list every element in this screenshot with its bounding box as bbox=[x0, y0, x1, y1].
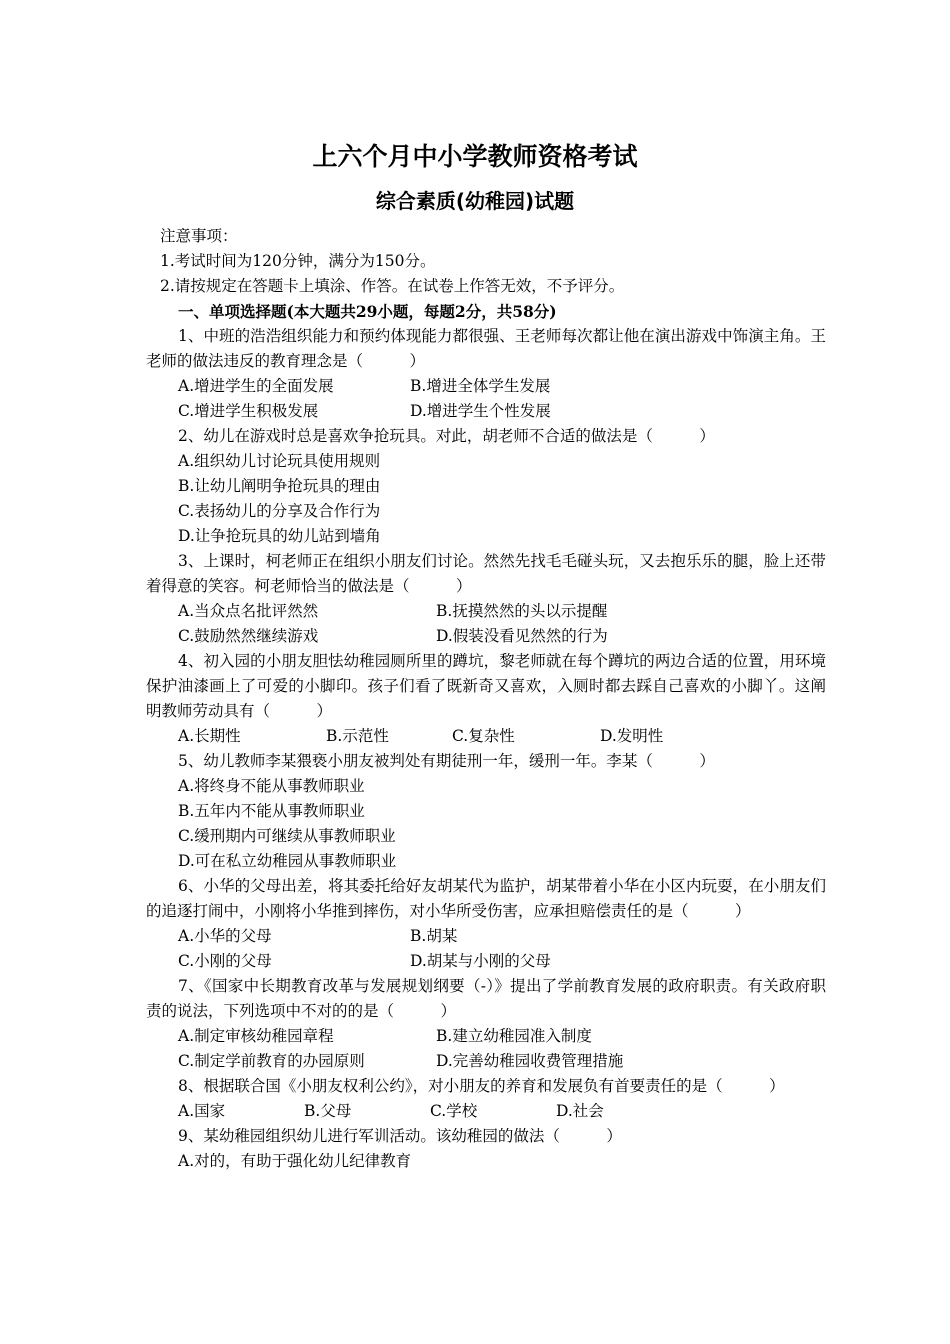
option-row bbox=[146, 924, 826, 949]
option: B.抚摸然然的头以示提醒 bbox=[436, 602, 608, 620]
option: A.组织幼儿讨论玩具使用规则 bbox=[178, 452, 381, 470]
option: D.可在私立幼稚园从事教师职业 bbox=[178, 852, 397, 870]
option: D.假装没看见然然的行为 bbox=[436, 627, 608, 645]
option: B.让幼儿阐明争抢玩具的理由 bbox=[178, 477, 381, 495]
option: B.增进全体学生发展 bbox=[410, 377, 551, 395]
option: C.增进学生积极发展 bbox=[178, 402, 319, 420]
option-row bbox=[146, 374, 826, 399]
option-row bbox=[146, 1049, 826, 1074]
section-heading: 一、单项选择题(本大题共29小题，每题2分，共58分) bbox=[178, 302, 557, 321]
option: C.鼓励然然继续游戏 bbox=[178, 627, 319, 645]
question-stem: 3、上课时，柯老师正在组织小朋友们讨论。然然先找毛毛碰头玩，又去抱乐乐的腿，脸上还带着得意的笑容。柯老师恰当的做法是（ ） bbox=[146, 552, 826, 595]
option: B.五年内不能从事教师职业 bbox=[178, 802, 365, 820]
option: D.社会 bbox=[556, 1102, 604, 1120]
option: B.胡某 bbox=[410, 927, 458, 945]
question-stem: 1、中班的浩浩组织能力和预约体现能力都很强、王老师每次都让他在演出游戏中饰演主角。王老师的做法违反的教育理念是（ ） bbox=[146, 327, 826, 370]
option-row bbox=[146, 1024, 826, 1049]
document-body bbox=[146, 224, 826, 1174]
option-row bbox=[146, 399, 826, 424]
option: A.当众点名批评然然 bbox=[178, 602, 319, 620]
option: A.将终身不能从事教师职业 bbox=[178, 777, 365, 795]
option: A.制定审核幼稚园章程 bbox=[178, 1027, 334, 1045]
document-title: 上六个月中小学教师资格考试 bbox=[312, 142, 638, 171]
question-stem: 9、某幼稚园组织幼儿进行军训活动。该幼稚园的做法（ ） bbox=[178, 1127, 622, 1145]
question-stem: 8、根据联合国《小朋友权利公约》，对小朋友的养育和发展负有首要责任的是（ ） bbox=[178, 1077, 785, 1095]
question-stem: 6、小华的父母出差，将其委托给好友胡某代为监护，胡某带着小华在小区内玩耍，在小朋友们的追逐打闹中，小刚将小华推到摔伤，对小华所受伤害，应承担赔偿责任的是（ ） bbox=[146, 877, 826, 920]
option: A.国家 bbox=[178, 1102, 226, 1120]
option: C.复杂性 bbox=[452, 727, 515, 745]
option-row bbox=[146, 599, 826, 624]
option-row bbox=[146, 624, 826, 649]
option: A.小华的父母 bbox=[178, 927, 272, 945]
option-row bbox=[146, 724, 826, 749]
option: D.完善幼稚园收费管理措施 bbox=[436, 1052, 624, 1070]
document-subtitle: 综合素质(幼稚园)试题 bbox=[375, 189, 575, 213]
option: C.缓刑期内可继续从事教师职业 bbox=[178, 827, 396, 845]
note-item: 2.请按规定在答题卡上填涂、作答。在试卷上作答无效，不予评分。 bbox=[160, 277, 625, 295]
option: B.父母 bbox=[304, 1102, 352, 1120]
option: D.发明性 bbox=[600, 727, 664, 745]
option: A.增进学生的全面发展 bbox=[178, 377, 334, 395]
question-stem: 5、幼儿教师李某猥亵小朋友被判处有期徒刑一年，缓刑一年。李某（ ） bbox=[178, 752, 715, 770]
option-row bbox=[146, 949, 826, 974]
option: B.建立幼稚园准入制度 bbox=[436, 1027, 592, 1045]
question-stem: 4、初入园的小朋友胆怯幼稚园厕所里的蹲坑，黎老师就在每个蹲坑的两边合适的位置，用环境保护油漆画上了可爱的小脚印。孩子们看了既新奇又喜欢，入厕时都去踩自己喜欢的小脚丫。这阐明教师劳动具有（ ） bbox=[146, 652, 826, 720]
option: D.胡某与小刚的父母 bbox=[410, 952, 551, 970]
option: D.增进学生个性发展 bbox=[410, 402, 551, 420]
option: A.对的，有助于强化幼儿纪律教育 bbox=[178, 1152, 412, 1170]
option: D.让争抢玩具的幼儿站到墙角 bbox=[178, 527, 381, 545]
notes-heading: 注意事项： bbox=[160, 227, 238, 245]
option-row bbox=[146, 1099, 826, 1124]
option: B.示范性 bbox=[326, 727, 389, 745]
option: A.长期性 bbox=[178, 727, 241, 745]
option: C.制定学前教育的办园原则 bbox=[178, 1052, 365, 1070]
option: C.学校 bbox=[430, 1102, 478, 1120]
note-item: 1.考试时间为120分钟，满分为150分。 bbox=[160, 252, 436, 270]
question-stem: 7、《国家中长期教育改革与发展规划纲要（-）》提出了学前教育发展的政府职责。有关政府职责的说法，下列选项中不对的的是（ ） bbox=[146, 977, 826, 1020]
option: C.小刚的父母 bbox=[178, 952, 272, 970]
option: C.表扬幼儿的分享及合作行为 bbox=[178, 502, 381, 520]
question-stem: 2、幼儿在游戏时总是喜欢争抢玩具。对此，胡老师不合适的做法是（ ） bbox=[178, 427, 715, 445]
